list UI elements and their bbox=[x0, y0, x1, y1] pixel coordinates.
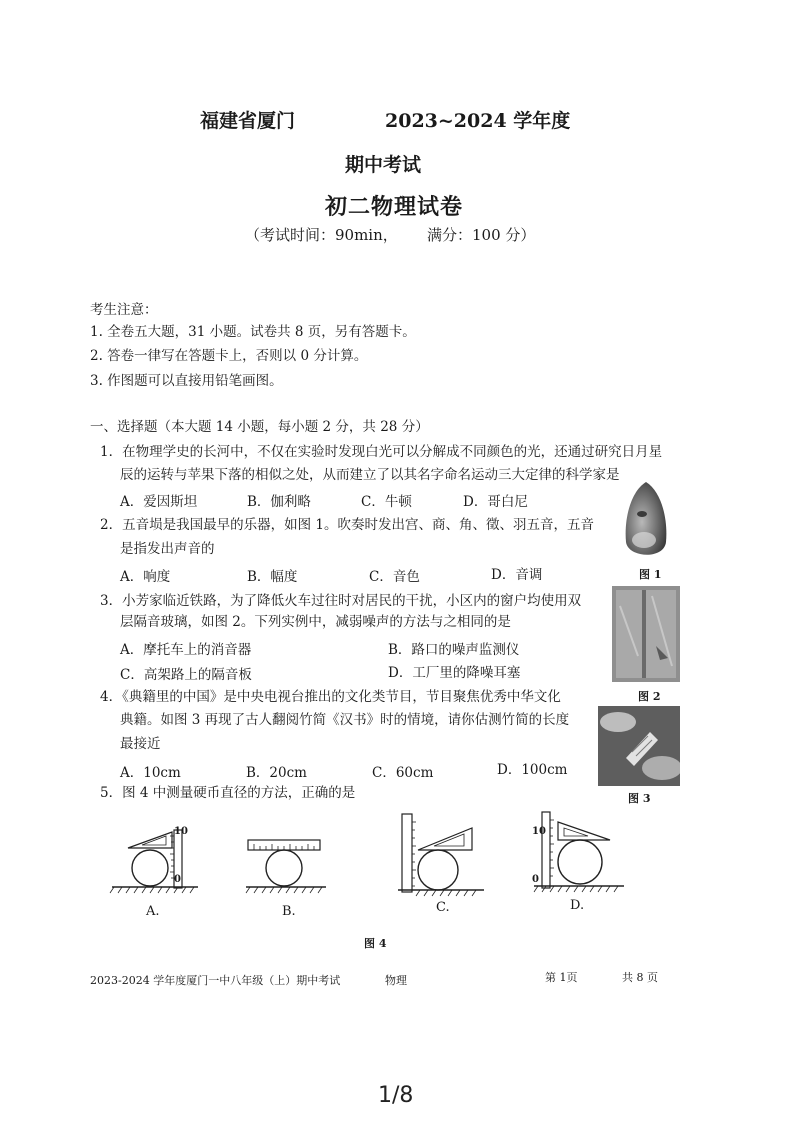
question-text: 5．图 4 中测量硬币直径的方法，正确的是 bbox=[100, 785, 356, 801]
footer-subject: 物理 bbox=[385, 974, 407, 987]
fig2-caption: 图 2 bbox=[638, 690, 661, 703]
coin-diagram-c bbox=[394, 808, 490, 898]
footer-exam-info: 2023-2024 学年度厦门一中八年级（上）期中考试 bbox=[90, 974, 341, 987]
option-a: A．10cm bbox=[120, 765, 181, 781]
page-title: 初二物理试卷 bbox=[325, 194, 464, 220]
option-a: A．摩托车上的消音器 bbox=[120, 642, 252, 658]
diagram-label-a: A. bbox=[146, 904, 160, 919]
region-label: 福建省厦门 bbox=[200, 110, 296, 132]
option-d: D．100cm bbox=[497, 762, 568, 778]
notice-heading: 考生注意： bbox=[90, 302, 158, 318]
ruler-tick-label: 0 bbox=[174, 874, 181, 885]
footer-total-pages: 共 8 页 bbox=[622, 971, 658, 984]
option-b: B．路口的噪声监测仪 bbox=[388, 642, 520, 658]
option-d: D．工厂里的降噪耳塞 bbox=[388, 665, 521, 681]
option-d: D．音调 bbox=[491, 567, 543, 583]
option-b: B．幅度 bbox=[247, 569, 298, 585]
option-a: A．爱因斯坦 bbox=[120, 494, 198, 510]
question-text: 辰的运转与苹果下落的相似之处，从而建立了以其名字命名运动三大定律的科学家是 bbox=[120, 467, 620, 483]
bamboo-slip-photo bbox=[598, 706, 680, 786]
footer-page-number: 第 1页 bbox=[545, 971, 578, 984]
question-text: 层隔音玻璃，如图 2。下列实例中，减弱噪声的方法与之相同的是 bbox=[120, 614, 511, 630]
viewer-page-indicator-bar bbox=[0, 1075, 794, 1123]
fig4-caption: 图 4 bbox=[364, 937, 387, 950]
option-b: B．伽利略 bbox=[247, 494, 311, 510]
window-photo bbox=[612, 586, 680, 682]
question-text: 典籍。如图 3 再现了古人翻阅竹简《汉书》时的情境，请你估测竹简的长度 bbox=[120, 712, 570, 728]
option-d: D．哥白尼 bbox=[463, 494, 528, 510]
notice-item: 3. 作图题可以直接用铅笔画图。 bbox=[90, 373, 283, 389]
question-text: 是指发出声音的 bbox=[120, 541, 215, 557]
fig1-caption: 图 1 bbox=[639, 568, 662, 581]
coin-diagram-d bbox=[528, 808, 628, 894]
page-indicator: 1/8 bbox=[378, 1083, 414, 1108]
notice-item: 1. 全卷五大题，31 小题。试卷共 8 页，另有答题卡。 bbox=[90, 324, 416, 340]
xun-photo bbox=[620, 480, 672, 566]
diagram-label-d: D. bbox=[570, 898, 585, 913]
ruler-tick-label: 10 bbox=[174, 826, 188, 837]
ruler-tick-label: 10 bbox=[532, 826, 546, 837]
full-score: 满分：100 分） bbox=[427, 226, 536, 244]
academic-year: 2023~2024 学年度 bbox=[385, 110, 571, 132]
option-c: C．60cm bbox=[372, 765, 434, 781]
question-text: 3．小芳家临近铁路，为了降低火车过往时对居民的干扰，小区内的窗户均使用双 bbox=[100, 593, 582, 609]
section-heading: 一、选择题（本大题 14 小题，每小题 2 分，共 28 分） bbox=[90, 419, 429, 435]
exam-time: （考试时间：90min， bbox=[245, 226, 398, 244]
diagram-label-c: C. bbox=[436, 900, 450, 915]
diagram-label-b: B. bbox=[282, 904, 296, 919]
notice-item: 2. 答卷一律写在答题卡上，否则以 0 分计算。 bbox=[90, 348, 368, 364]
option-a: A．响度 bbox=[120, 569, 171, 585]
coin-diagram-b bbox=[240, 834, 330, 894]
question-text: 1．在物理学史的长河中，不仅在实验时发现白光可以分解成不同颜色的光，还通过研究日月星 bbox=[100, 444, 663, 460]
question-text: 最接近 bbox=[120, 736, 161, 752]
exam-type: 期中考试 bbox=[345, 154, 422, 176]
ruler-tick-label: 0 bbox=[532, 874, 539, 885]
option-b: B．20cm bbox=[246, 765, 307, 781]
question-text: 2．五音埙是我国最早的乐器，如图 1。吹奏时发出宫、商、角、徵、羽五音，五音 bbox=[100, 517, 594, 533]
fig3-caption: 图 3 bbox=[628, 792, 651, 805]
option-c: C．音色 bbox=[369, 569, 420, 585]
option-c: C．牛顿 bbox=[361, 494, 412, 510]
question-text: 4．《典籍里的中国》是中央电视台推出的文化类节目，节目聚焦优秀中华文化 bbox=[100, 689, 561, 705]
option-c: C．高架路上的隔音板 bbox=[120, 667, 252, 683]
